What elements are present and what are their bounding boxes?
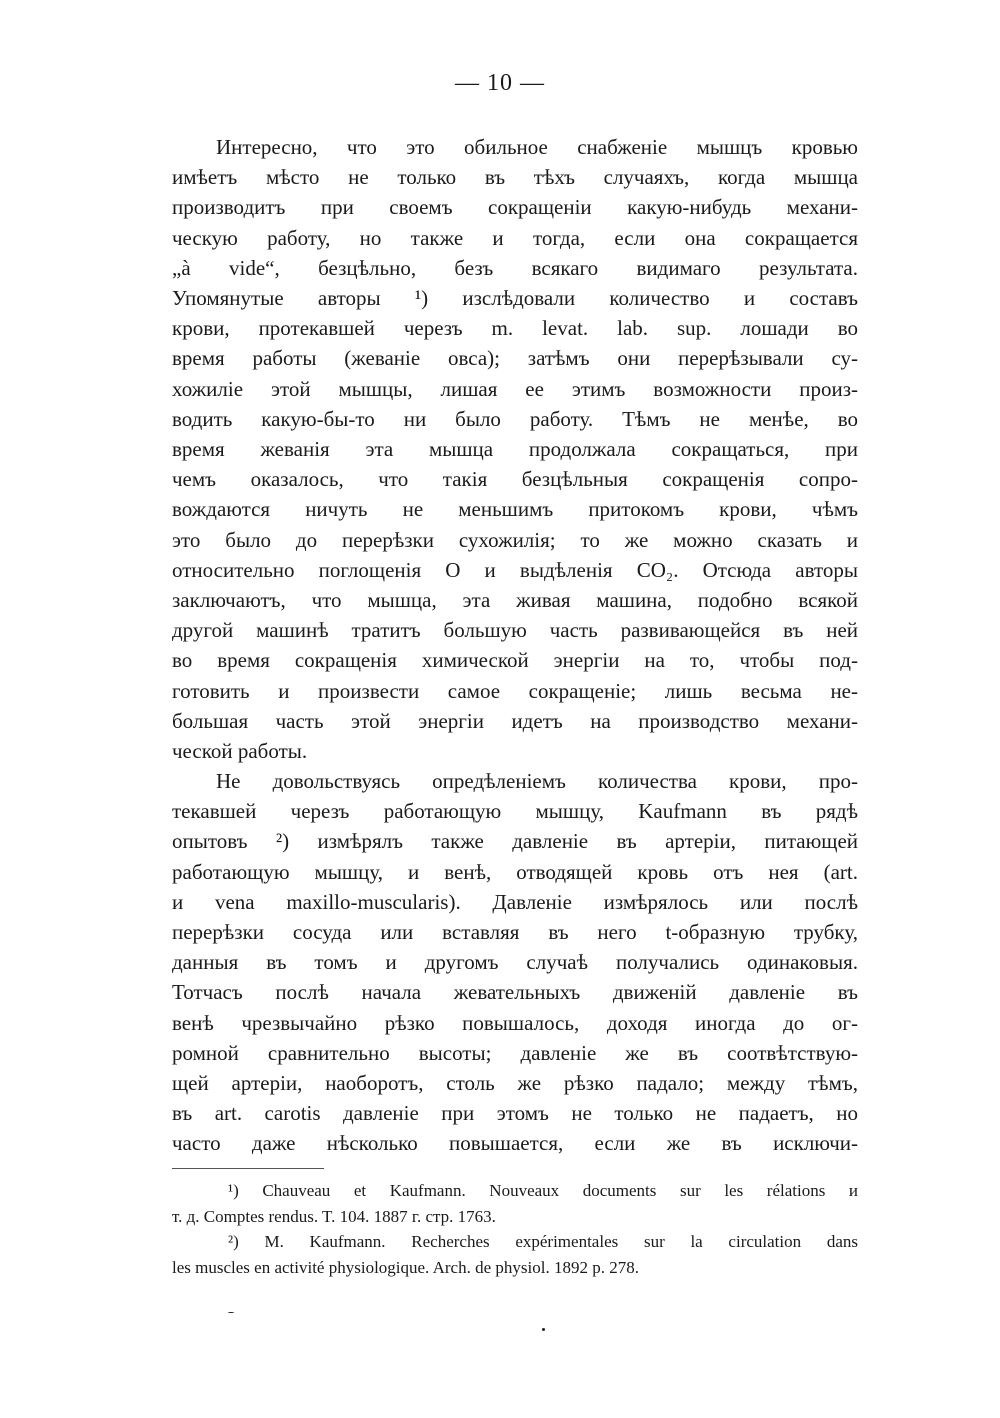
text-line: Упомянутые авторы ¹) изслѣдовали количество и составъ [172, 286, 858, 311]
paragraph-1 [172, 132, 858, 766]
text-line: и vena maxillo-muscularis). Давленіе измѣрялось или послѣ [172, 889, 858, 914]
text-line: большая часть этой энергіи идетъ на производство механи- [172, 708, 858, 733]
text-line: готовить и произвести самое сокращеніе; лишь весьма не- [172, 678, 858, 703]
text-line: Не довольствуясь опредѣленіемъ количества крови, про- [216, 769, 858, 793]
text-line: часто даже нѣсколько повышается, если же въ исключи- [172, 1131, 858, 1156]
print-speck [542, 1328, 545, 1331]
text-line: въ art. carotis давленіе при этомъ не только не падаетъ, но [172, 1101, 858, 1126]
text-line: время работы (жеваніе овса); затѣмъ они перерѣзывали су- [172, 346, 858, 371]
text-line: относительно поглощенія O и выдѣленія CO₂. Отсюда авторы [172, 557, 858, 582]
text-line: работающую мышцу, и венѣ, отводящей кровь отъ нея (art. [172, 859, 858, 884]
text-line: это было до перерѣзки сухожилія; то же можно сказать и [172, 527, 858, 552]
footnote-line: ¹) Chauveau et Kaufmann. Nouveaux documents sur les rélations и [228, 1181, 858, 1200]
footnote-line: ²) M. Kaufmann. Recherches expérimentales sur la circulation dans [228, 1232, 858, 1251]
print-speck [228, 1312, 234, 1313]
text-line: ческой работы. [172, 739, 308, 764]
text-line: ческую работу, но также и тогда, если она сокращается [172, 225, 858, 250]
text-line: время жеванія эта мышца продолжала сокращаться, при [172, 437, 858, 462]
text-line: перерѣзки сосуда или вставляя въ него t-образную трубку, [172, 920, 858, 945]
text-line: данныя въ томъ и другомъ случаѣ получались одинаковыя. [172, 950, 858, 975]
paragraph-2 [172, 766, 858, 1159]
text-line: заключаютъ, что мышца, эта живая машина, подобно всякой [172, 588, 858, 613]
text-line: крови, протекавшей черезъ m. levat. lab. sup. лошади во [172, 316, 858, 341]
footnote-line: т. д. Comptes rendus. T. 104. 1887 г. стр. 1763. [172, 1206, 496, 1226]
text-line: венѣ чрезвычайно рѣзко повышалось, доходя иногда до ог- [172, 1010, 858, 1035]
text-line: „à vide“, безцѣльно, безъ всякаго видимаго результата. [172, 255, 858, 280]
text-line: Тотчасъ послѣ начала жевательныхъ движеній давленіе въ [172, 980, 858, 1005]
footnotes [172, 1178, 858, 1280]
text-line: текавшей черезъ работающую мышцу, Kaufmann въ рядѣ [172, 799, 858, 824]
text-line: опытовъ ²) измѣрялъ также давленіе въ артеріи, питающей [172, 829, 858, 854]
page-number: — 10 — [455, 70, 545, 96]
text-line: щей артеріи, наоборотъ, столь же рѣзко падало; между тѣмъ, [172, 1071, 858, 1096]
text-line: производитъ при своемъ сокращеніи какую-нибудь механи- [172, 195, 858, 220]
text-line: во время сокращенія химической энергіи на то, чтобы под- [172, 648, 858, 673]
text-line: водить какую-бы-то ни было работу. Тѣмъ не менѣе, во [172, 406, 858, 431]
text-line: вождаются ничуть не меньшимъ притокомъ крови, чѣмъ [172, 497, 858, 522]
text-line: Интересно, что это обильное снабженіе мышцъ кровью [216, 135, 858, 159]
footnote-line: les muscles en activité physiologique. Arch. de physiol. 1892 p. 278. [172, 1257, 639, 1277]
text-line: имѣетъ мѣсто не только въ тѣхъ случаяхъ, когда мышца [172, 165, 858, 190]
text-line: другой машинѣ тратитъ большую часть развивающейся въ ней [172, 618, 858, 643]
text-line: хожиліе этой мышцы, лишая ее этимъ возможности произ- [172, 376, 858, 401]
footnote-divider [172, 1168, 324, 1169]
text-line: чемъ оказалось, что такія безцѣльныя сокращенія сопро- [172, 467, 858, 492]
text-line: ромной сравнительно высоты; давленіе же въ соотвѣтствую- [172, 1040, 858, 1065]
